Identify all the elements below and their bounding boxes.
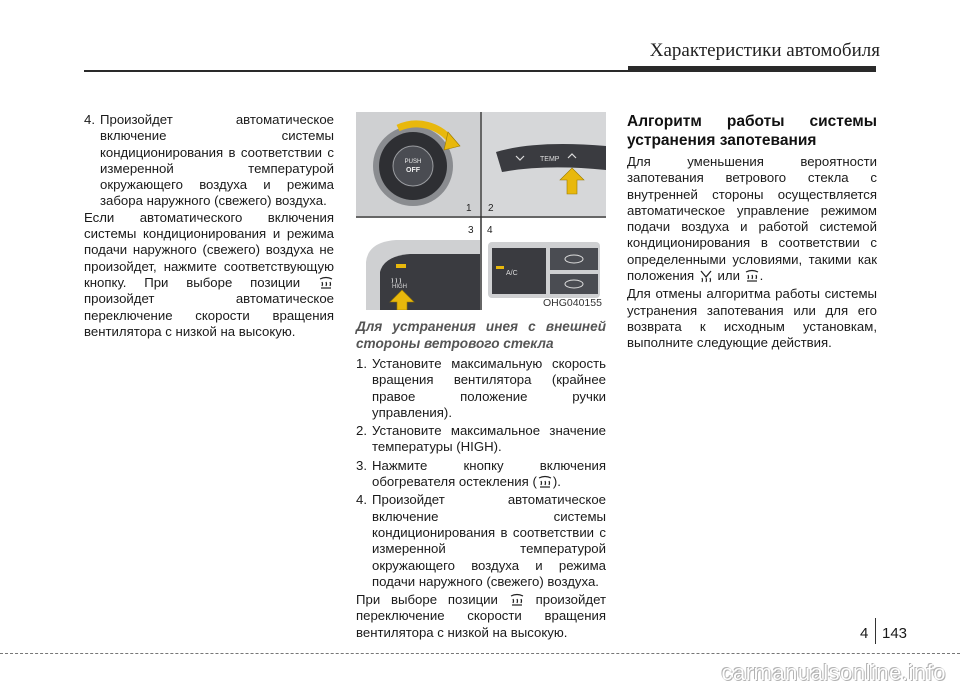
list-number: 1. — [356, 356, 367, 371]
climate-control-figure — [356, 112, 606, 310]
list-number: 4. — [84, 112, 95, 127]
paragraph-text: При выборе позиции — [356, 592, 498, 608]
paragraph — [356, 592, 606, 641]
middle-column — [356, 318, 606, 641]
temp-label: TEMP — [540, 156, 560, 163]
list-item — [356, 356, 606, 421]
ac-button — [492, 248, 546, 294]
list-text: Произойдет автоматическое включение системы кондиционирования в соответствии с измеренной температурой окружающего воздуха и режима забора наружного (свежего) воздуха. — [100, 112, 334, 209]
section-heading: Алгоритм работы системы устранения запотевания — [627, 113, 877, 149]
paragraph-text: или — [717, 268, 740, 284]
list-number: 3. — [356, 457, 367, 473]
list-text: Произойдет автоматическое включение системы кондиционирования в соответствии с измеренной температурой окружающего воздуха и режима подачи наружного (свежего) воздуха. — [372, 492, 606, 589]
figure-caption: OHG040155 — [543, 297, 602, 309]
knob-push-button — [393, 146, 433, 186]
indicator-light — [496, 266, 504, 269]
paragraph-text: . — [759, 268, 764, 284]
quadrant-label: 4 — [487, 225, 493, 236]
paragraph-text: произойдет переключение скорости вращения вентилятора с низкой на высокую. — [356, 592, 607, 640]
left-column — [84, 112, 334, 340]
right-column — [627, 112, 877, 352]
list-item — [84, 112, 334, 210]
floor-defrost-icon — [698, 269, 714, 283]
paragraph: Для отмены алгоритма работы системы устранения запотевания или для его возврата к исходным установкам, выполните следующие действия. — [627, 286, 877, 351]
ac-label: A/C — [506, 270, 518, 277]
list-text: Установите максимальную скорость вращения вентилятора (крайнее правое положение ручки управления). — [372, 356, 606, 420]
header-bar — [628, 66, 876, 72]
list-text: ). — [552, 474, 561, 490]
high-label: HIGH — [392, 284, 407, 290]
fresh-air-button — [550, 274, 598, 294]
indicator-light — [396, 264, 406, 268]
list-number: 2. — [356, 423, 367, 439]
list-item — [356, 458, 606, 491]
list-number: 4. — [356, 492, 367, 508]
windshield-defrost-icon — [509, 593, 525, 607]
paragraph — [84, 210, 334, 340]
footer-separator — [875, 618, 876, 644]
paragraph-text: Если автоматического включения системы кондиционирования и режима подачи наружного (свежего) воздуха не произойдет, нажмите соответствующую кнопку. При выборе позиции — [84, 209, 334, 290]
list-item — [356, 492, 606, 590]
list-text: Установите максимальное значение температуры (HIGH). — [372, 423, 606, 455]
recirc-button — [550, 248, 598, 270]
footer-rule — [0, 653, 960, 654]
paragraph-text: Для уменьшения вероятности запотевания ветрового стекла с внутренней стороны осуществляется автоматическое управление режимом подачи воздуха и работой системой кондиционирования в соответствии с определенными условиями, такими как положения — [627, 154, 877, 284]
chapter-number: 4 — [860, 625, 869, 642]
windshield-defrost-icon — [537, 475, 553, 489]
header-title: Характеристики автомобиля — [649, 40, 880, 61]
quadrant-label: 3 — [468, 225, 474, 236]
quadrant-label: 2 — [488, 203, 494, 214]
quadrant-label: 1 — [466, 203, 472, 214]
list-text: Нажмите кнопку включения обогревателя остекления ( — [372, 457, 606, 490]
windshield-defrost-icon — [318, 276, 334, 290]
paragraph-text: произойдет автоматическое переключение скорости вращения вентилятора с низкой на высокую. — [84, 291, 334, 339]
list-text-wrapper — [372, 458, 606, 491]
watermark: carmanualsonline.info — [721, 660, 946, 685]
paragraph — [627, 154, 877, 284]
list-item — [356, 423, 606, 456]
page-number: 143 — [882, 625, 908, 642]
knob-push-label: PUSH — [404, 159, 422, 165]
subheading: Для устранения инея с внешней стороны ветрового стекла — [356, 319, 606, 351]
windshield-defrost-icon — [744, 269, 760, 283]
knob-off-label: OFF — [406, 167, 420, 174]
figure-illustration — [356, 112, 606, 310]
